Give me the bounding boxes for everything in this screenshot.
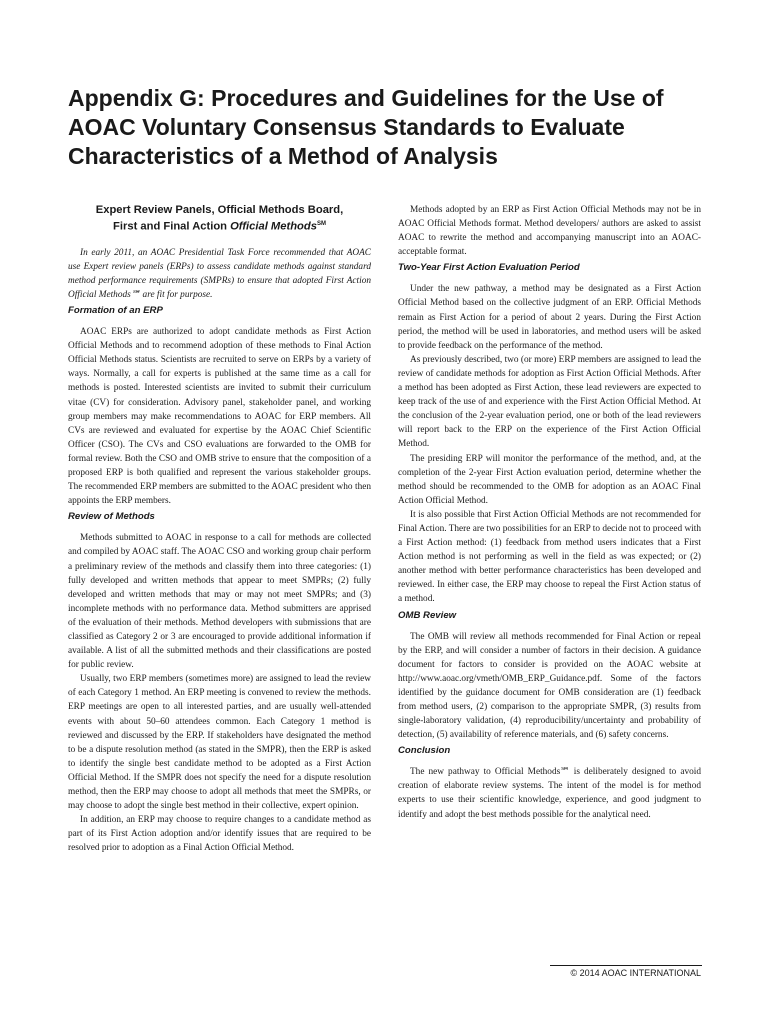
footer-divider: [550, 965, 702, 966]
section-heading-evaluation: Two-Year First Action Evaluation Period: [398, 262, 580, 274]
section-heading-conclusion: Conclusion: [398, 745, 451, 757]
omb-paragraph: The OMB will review all methods recommended for Final Action or repeal by the ERP, and will consider a number of factors in their decision. A guidance document for factors to consider is provided on the AOAC website at http://www.aoac.org/vmeth/OMB_ERP_Guidance.pdf. Some of the factors identified by the guidance document for OMB consideration are (1) feedback from method users, (2) comparison to the appropriate SMPR, (3) results from single-laboratory validation, (4) reproducibility/uncertainty and probability of detection, (5) availability of reference materials, and (6) safety concerns.: [398, 631, 701, 741]
section-heading-omb: OMB Review: [398, 609, 457, 621]
sub-heading-line2: First and Final Action: [113, 220, 231, 233]
section-heading-formation: Formation of an ERP: [68, 305, 163, 317]
review-paragraph-1: Methods submitted to AOAC in response to a call for methods are collected and compiled by AOAC staff. The AOAC CSO and working group chair perform a preliminary review of the methods and classify them into three categories: (1) fully developed and written methods that appear to meet SMPRs; (2) fully developed and written methods that may or may not meet SMPRs; and (3) incomplete methods with no performance data. Method submitters are apprised of the evaluation of their methods. Method developers with submissions that are classified as Category 2 or 3 are encouraged to provide additional information if available. A list of all the submitted methods and their classifications are posted for public review.: [68, 533, 371, 671]
page-title: Appendix G: Procedures and Guidelines for the Use of AOAC Voluntary Consensus Standards to Evaluate Characteristics of a Method of Analysis: [68, 85, 664, 169]
right-column: [398, 203, 701, 822]
sub-heading-italic: Official Methods: [230, 220, 317, 233]
review-paragraph-3: In addition, an ERP may choose to require changes to a candidate method as part of its First Action adoption and/or identify issues that are required to be resolved prior to adoption as a Final Action Official Method.: [68, 815, 371, 854]
evaluation-paragraph-3: The presiding ERP will monitor the performance of the method, and, at the completion of the 2-year First Action evaluation period, determine whether the method should be recommended to the OMB for adoption as an AOAC Final Action Official Method.: [398, 453, 701, 506]
intro-paragraph: In early 2011, an AOAC Presidential Task Force recommended that AOAC use Expert review panels (ERPs) to assess candidate methods against standard method performance requirements (SMPRs) to ensure that adopted First Action Official Methods℠ are fit for purpose.: [68, 247, 371, 301]
copyright-footer: © 2014 AOAC INTERNATIONAL: [570, 968, 701, 978]
sub-heading-line1: Expert Review Panels, Official Methods Board,: [95, 204, 344, 216]
review-paragraph-2: Usually, two ERP members (sometimes more) are assigned to lead the review of each Category 1 method. An ERP meeting is convened to review the methods. ERP meetings are open to all interested parties, and are usually well-attended events with about 50–60 attendees common. Each Category 1 method is reviewed and discussed by the ERP. If stakeholders have designated the method to be a dispute resolution method (as stated in the SMPR), then the ERP is asked to identify the single best candidate method to be adopted as a First Action Official Method. If the SMPR does not specify the need for a dispute resolution method, then the ERP may choose to adopt all methods that meet the SMPRs, or may choose to adopt the single best method in their collective, expert opinion.: [68, 674, 371, 812]
service-mark: SM: [316, 221, 326, 227]
review-paragraph-4: Methods adopted by an ERP as First Action Official Methods may not be in AOAC Official Methods format. Method developers/ authors are asked to assist AOAC to rewrite the method and accompanying manuscript into an AOAC-acceptable format.: [398, 205, 701, 258]
left-column: [68, 203, 371, 855]
evaluation-paragraph-4: It is also possible that First Action Official Methods are not recommended for Final Action. There are two possibilities for an ERP to decide not to proceed with a First Action method: (1) feedback from method users indicates that a First Action method is not performing as well in the field as was expected; or (2) another method with better performance characteristics has been developed and reviewed. In either case, the ERP may choose to repeal the First Action status of a method.: [398, 509, 701, 605]
sub-heading: [68, 203, 371, 234]
evaluation-paragraph-2: As previously described, two (or more) ERP members are assigned to lead the review of candidate methods for adoption as First Action Official Methods. After a method has been adopted as First Action, these lead reviewers are expected to keep track of the use of and experience with the First Action Official Method. At the conclusion of the 2-year evaluation period, one or both of the lead reviewers will report back to the ERP on the experience of the First Action Official Method.: [398, 354, 701, 450]
section-heading-review: Review of Methods: [68, 511, 155, 523]
formation-paragraph: AOAC ERPs are authorized to adopt candidate methods as First Action Official Methods and to recommend adoption of these methods to Final Action Official Methods status. Scientists are recruited to serve on ERPs by a variety of ways. Normally, a call for experts is published at the same time as a call for methods is posted. Interested scientists are invited to submit their curriculum vitae (CV) for consideration. Advisory panel, stakeholder panel, and working group members may make recommendations to AOAC for ERP members. All CVs are reviewed and evaluated for expertise by the AOAC Chief Scientific Officer (CSO). The CVs and CSO evaluations are forwarded to the OMB for formal review. Both the CSO and OMB strive to ensure that the composition of a proposed ERP is both qualified and represent the various stakeholder groups. The recommended ERP members are submitted to the AOAC president who then appoints the ERP members.: [68, 327, 371, 507]
evaluation-paragraph-1: Under the new pathway, a method may be designated as a First Action Official Method based on the collective judgment of an ERP. Official Methods remain as First Action for a period of about 2 years. During the First Action period, the method will be used in laboratories, and method users will be asked to provide feedback on the performance of the method.: [398, 284, 701, 351]
conclusion-paragraph: The new pathway to Official Methods℠ is deliberately designed to avoid creation of elaborate review systems. The intent of the model is for method experts to use their scientific knowledge, experience, and good judgment to identify and adopt the best methods possible for the analytical need.: [398, 767, 701, 820]
